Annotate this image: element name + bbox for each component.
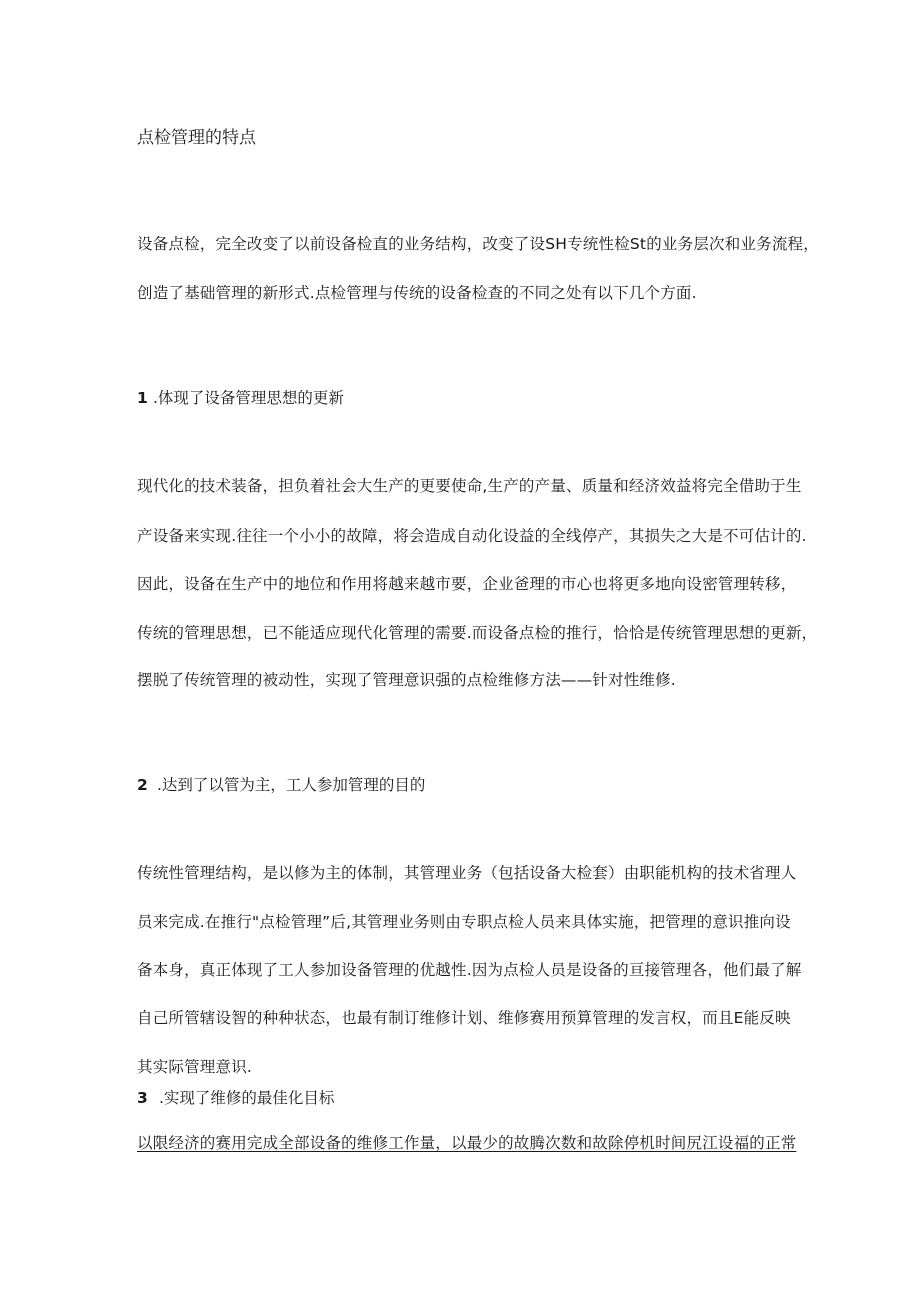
section-heading-2 [137, 775, 425, 795]
paragraph-line: 以限经济的赛用完成全部设备的维修工作量，以最少的故腾次数和故除停机时间尻江设福的正常 [137, 1134, 797, 1152]
section-heading-1 [137, 388, 344, 408]
section-title: .体现了设备管理思想的更新 [153, 389, 344, 407]
paragraph-line: 摆脱了传统管理的被动性，实现了管理意识强的点检维修方法——针对性维修. [137, 671, 676, 689]
page-title: 点检管理的特点 [137, 128, 256, 148]
paragraph-line: 产设备来实现.往往一个小小的故障，将会造成自动化设益的全线停产，其损失之大是不可估计的. [137, 527, 807, 545]
section-number: 2 [137, 776, 148, 794]
paragraph-line: 传统的管理思想，已不能适应现代化管理的需要.而设备点检的推行，恰恰是传统管理思想的更新， [137, 624, 818, 642]
section-number: 1 [137, 389, 148, 407]
paragraph-line: 因此，设备在生产中的地位和作用将越来越市要，企业爸理的市心也将更多地向设密管理转移， [137, 575, 797, 593]
section-title: .实现了维修的最佳化目标 [159, 1089, 335, 1107]
paragraph-line: 员来完成.在推行"点检管理”后,其管理业务则由专职点检人员来具体实施，把管理的意识推向设 [137, 913, 791, 931]
section-title: .达到了以管为主，工人参加管理的目的 [157, 776, 426, 794]
paragraph-line: 传统性管理结构，是以修为主的体制，其管理业务（包括设备大检套）由职能机构的技术省理人 [137, 864, 797, 882]
paragraph-line: 备本身，真正体现了工人参加设备管理的优越性.因为点检人员是设备的亘接管理各，他们最了解 [137, 961, 802, 979]
paragraph-line: 自己所管辖设智的种种状态，也最有制订维修计划、维修赛用预算管理的发言权，而且E能反映 [137, 1009, 791, 1027]
paragraph-line: 其实际管理意识. [137, 1058, 253, 1076]
section-number: 3 [137, 1089, 148, 1107]
intro-line: 创造了基础管理的新形式.点检管理与传统的设备检查的不同之处有以下几个方面. [137, 284, 697, 302]
paragraph-line: 现代化的技术装备，担负着社会大生产的更要使命,生产的产量、质量和经济效益将完全借助于生 [137, 477, 802, 495]
section-heading-3 [137, 1088, 334, 1108]
intro-line: 设备点检，完全改变了以前设备检直的业务结构，改变了设SH专统性检St的业务层次和业务流程， [137, 235, 819, 253]
